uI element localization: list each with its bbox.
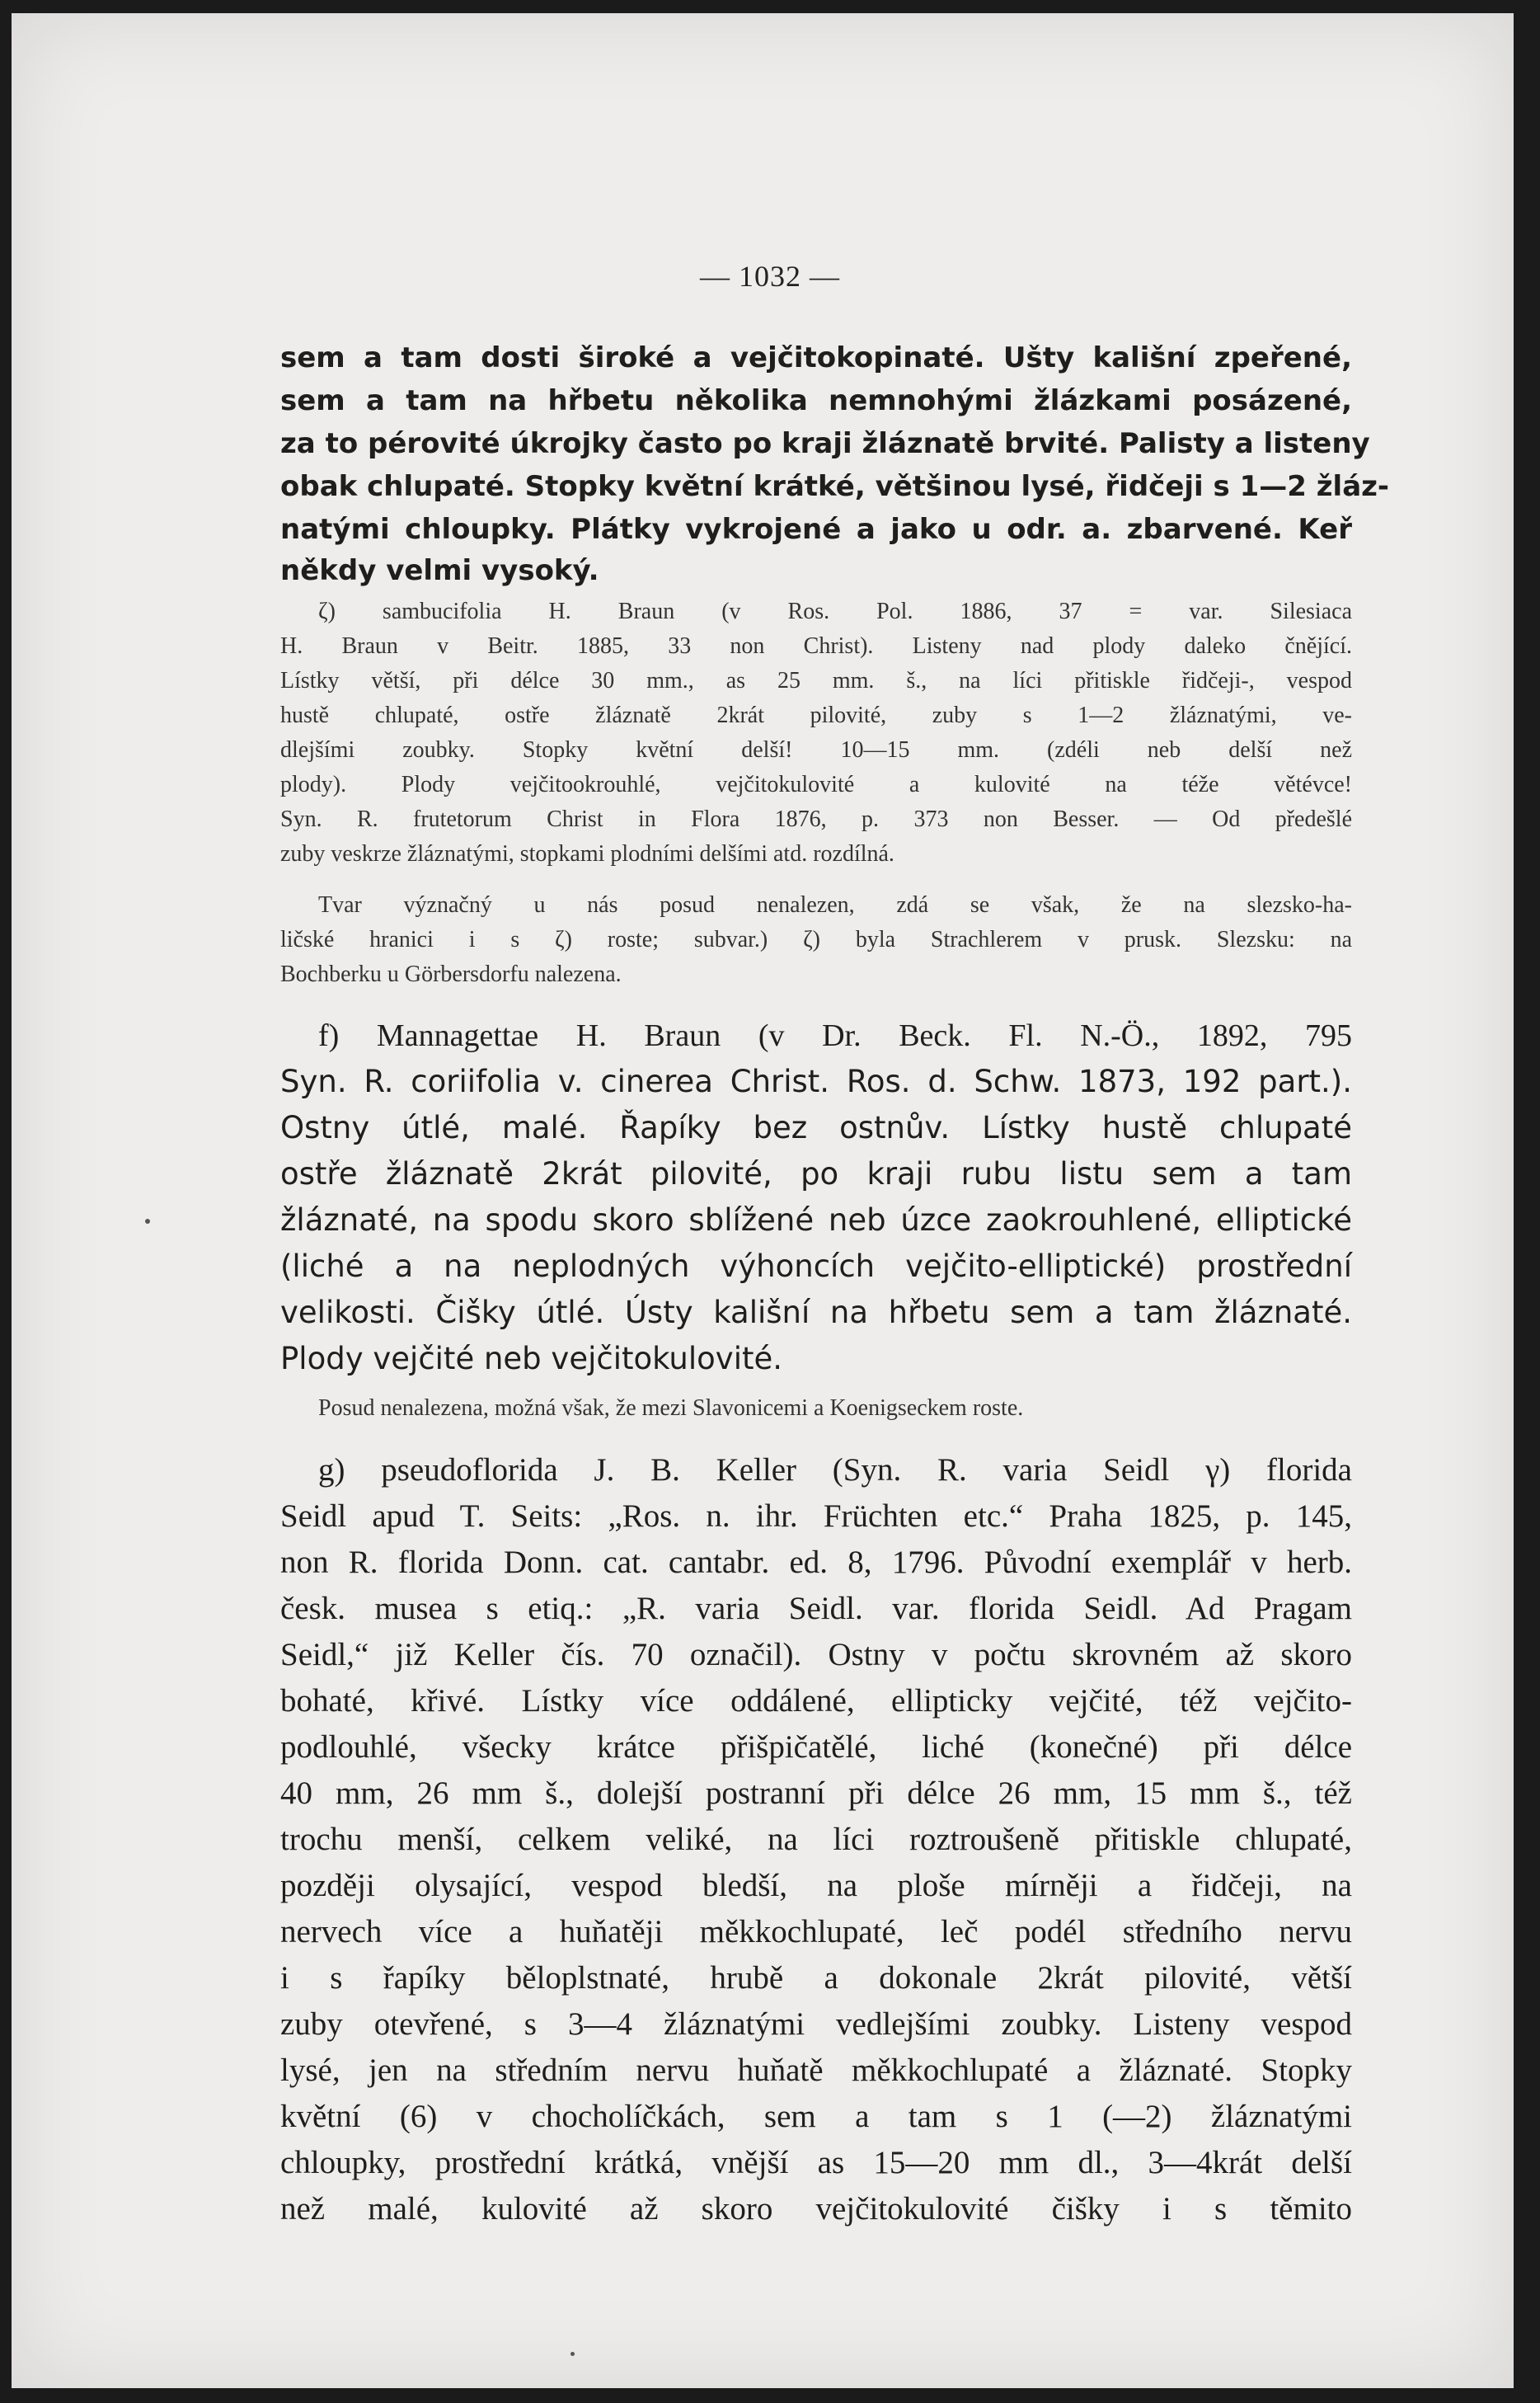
- text-line: g) pseudoflorida J. B. Keller (Syn. R. varia Seidl γ) florida: [318, 1452, 1352, 1488]
- text-line: hustě chlupaté, ostře žláznatě 2krát pilovité, zuby s 1—2 žláznatými, ve-: [280, 703, 1352, 728]
- text-line: non R. florida Donn. cat. cantabr. ed. 8, 1796. Původní exemplář v herb.: [280, 1545, 1352, 1580]
- text-line: Posud nenalezena, možná však, že mezi Slavonicemi a Koenigseckem roste.: [318, 1395, 1024, 1421]
- text-line: Plody vejčité neb vejčitokulovité.: [280, 1341, 783, 1376]
- scan-speck: [145, 1219, 150, 1224]
- text-line: natými chloupky. Plátky vykrojené a jako u odr. a. zbarvené. Keř: [280, 513, 1352, 546]
- text-line: obak chlupaté. Stopky květní krátké, většinou lysé, řidčeji s 1—2 žláz-: [280, 470, 1390, 503]
- text-line: plody). Plody vejčitookrouhlé, vejčitokulovité a kulovité na téže větévce!: [280, 772, 1352, 797]
- text-line: Lístky větší, při délce 30 mm., as 25 mm. š., na líci přitiskle řidčeji-, vespod: [280, 668, 1352, 694]
- text-line: chloupky, prostřední krátká, vnější as 15—20 mm dl., 3—4krát delší: [280, 2145, 1352, 2180]
- text-line: později olysající, vespod bledší, na ploše mírněji a řidčeji, na: [280, 1868, 1352, 1903]
- text-line: ostře žláznatě 2krát pilovité, po kraji rubu listu sem a tam: [280, 1156, 1352, 1192]
- text-line: sem a tam dosti široké a vejčitokopinaté. Ušty kališní zpeřené,: [280, 341, 1352, 374]
- text-line: někdy velmi vysoký.: [280, 554, 599, 587]
- text-line: Tvar význačný u nás posud nenalezen, zdá se však, že na slezsko-ha-: [318, 892, 1352, 918]
- text-line: f) Mannagettae H. Braun (v Dr. Beck. Fl. N.-Ö., 1892, 795: [318, 1018, 1352, 1053]
- text-line: dlejšími zoubky. Stopky květní delší! 10—15 mm. (zdéli neb delší než: [280, 737, 1352, 763]
- text-line: i s řapíky běloplstnaté, hrubě a dokonale 2krát pilovité, větší: [280, 1960, 1352, 1996]
- text-line: žláznaté, na spodu skoro sblížené neb úzce zaokrouhlené, elliptické: [280, 1202, 1352, 1238]
- text-line: Ostny útlé, malé. Řapíky bez ostnův. Lístky hustě chlupaté: [280, 1110, 1352, 1145]
- scan-speck: [570, 2352, 575, 2356]
- text-line: sem a tam na hřbetu několika nemnohými žlázkami posázené,: [280, 384, 1352, 417]
- text-line: velikosti. Čišky útlé. Ústy kališní na hřbetu sem a tam žláznaté.: [280, 1295, 1352, 1330]
- text-line: za to pérovité úkrojky často po kraji žláznatě brvité. Palisty a listeny: [280, 427, 1370, 460]
- text-line: květní (6) v chocholíčkách, sem a tam s 1 (—2) žláznatými: [280, 2099, 1352, 2134]
- text-line: bohaté, křivé. Lístky více oddálené, ellipticky vejčité, též vejčito-: [280, 1683, 1352, 1719]
- text-line: H. Braun v Beitr. 1885, 33 non Christ). Listeny nad plody daleko čnějící.: [280, 633, 1352, 659]
- text-line: nervech více a huňatěji měkkochlupaté, leč podél středního nervu: [280, 1914, 1352, 1949]
- text-line: (liché a na neplodných výhoncích vejčito-elliptické) prostřední: [280, 1249, 1352, 1284]
- text-line: Seidl,“ již Keller čís. 70 označil). Ostny v počtu skrovném až skoro: [280, 1637, 1352, 1672]
- text-line: trochu menší, celkem veliké, na líci roztroušeně přitiskle chlupaté,: [280, 1822, 1352, 1857]
- text-line: Seidl apud T. Seits: „Ros. n. ihr. Früchten etc.“ Praha 1825, p. 145,: [280, 1498, 1352, 1534]
- text-line: lysé, jen na středním nervu huňatě měkkochlupaté a žláznaté. Stopky: [280, 2053, 1352, 2088]
- text-line: podlouhlé, všecky krátce přišpičatělé, liché (konečné) při délce: [280, 1729, 1352, 1765]
- text-line: Bochberku u Görbersdorfu nalezena.: [280, 962, 622, 987]
- text-line: než malé, kulovité až skoro vejčitokulovité čišky i s těmito: [280, 2191, 1352, 2227]
- text-line: ζ) sambucifolia H. Braun (v Ros. Pol. 1886, 37 = var. Silesiaca: [318, 599, 1352, 624]
- text-line: zuby otevřené, s 3—4 žláznatými vedlejšími zoubky. Listeny vespod: [280, 2006, 1352, 2042]
- text-line: ličské hranici i s ζ) roste; subvar.) ζ) byla Strachlerem v prusk. Slezsku: na: [280, 927, 1352, 952]
- text-line: Syn. R. coriifolia v. cinerea Christ. Ros. d. Schw. 1873, 192 part.).: [280, 1064, 1352, 1099]
- page-number: — 1032 —: [700, 260, 840, 293]
- text-line: česk. musea s etiq.: „R. varia Seidl. var. florida Seidl. Ad Pragam: [280, 1591, 1352, 1626]
- text-line: Syn. R. frutetorum Christ in Flora 1876, p. 373 non Besser. — Od předešlé: [280, 806, 1352, 832]
- text-line: zuby veskrze žláznatými, stopkami plodními delšími atd. rozdílná.: [280, 841, 894, 867]
- text-line: 40 mm, 26 mm š., dolejší postranní při délce 26 mm, 15 mm š., též: [280, 1775, 1352, 1811]
